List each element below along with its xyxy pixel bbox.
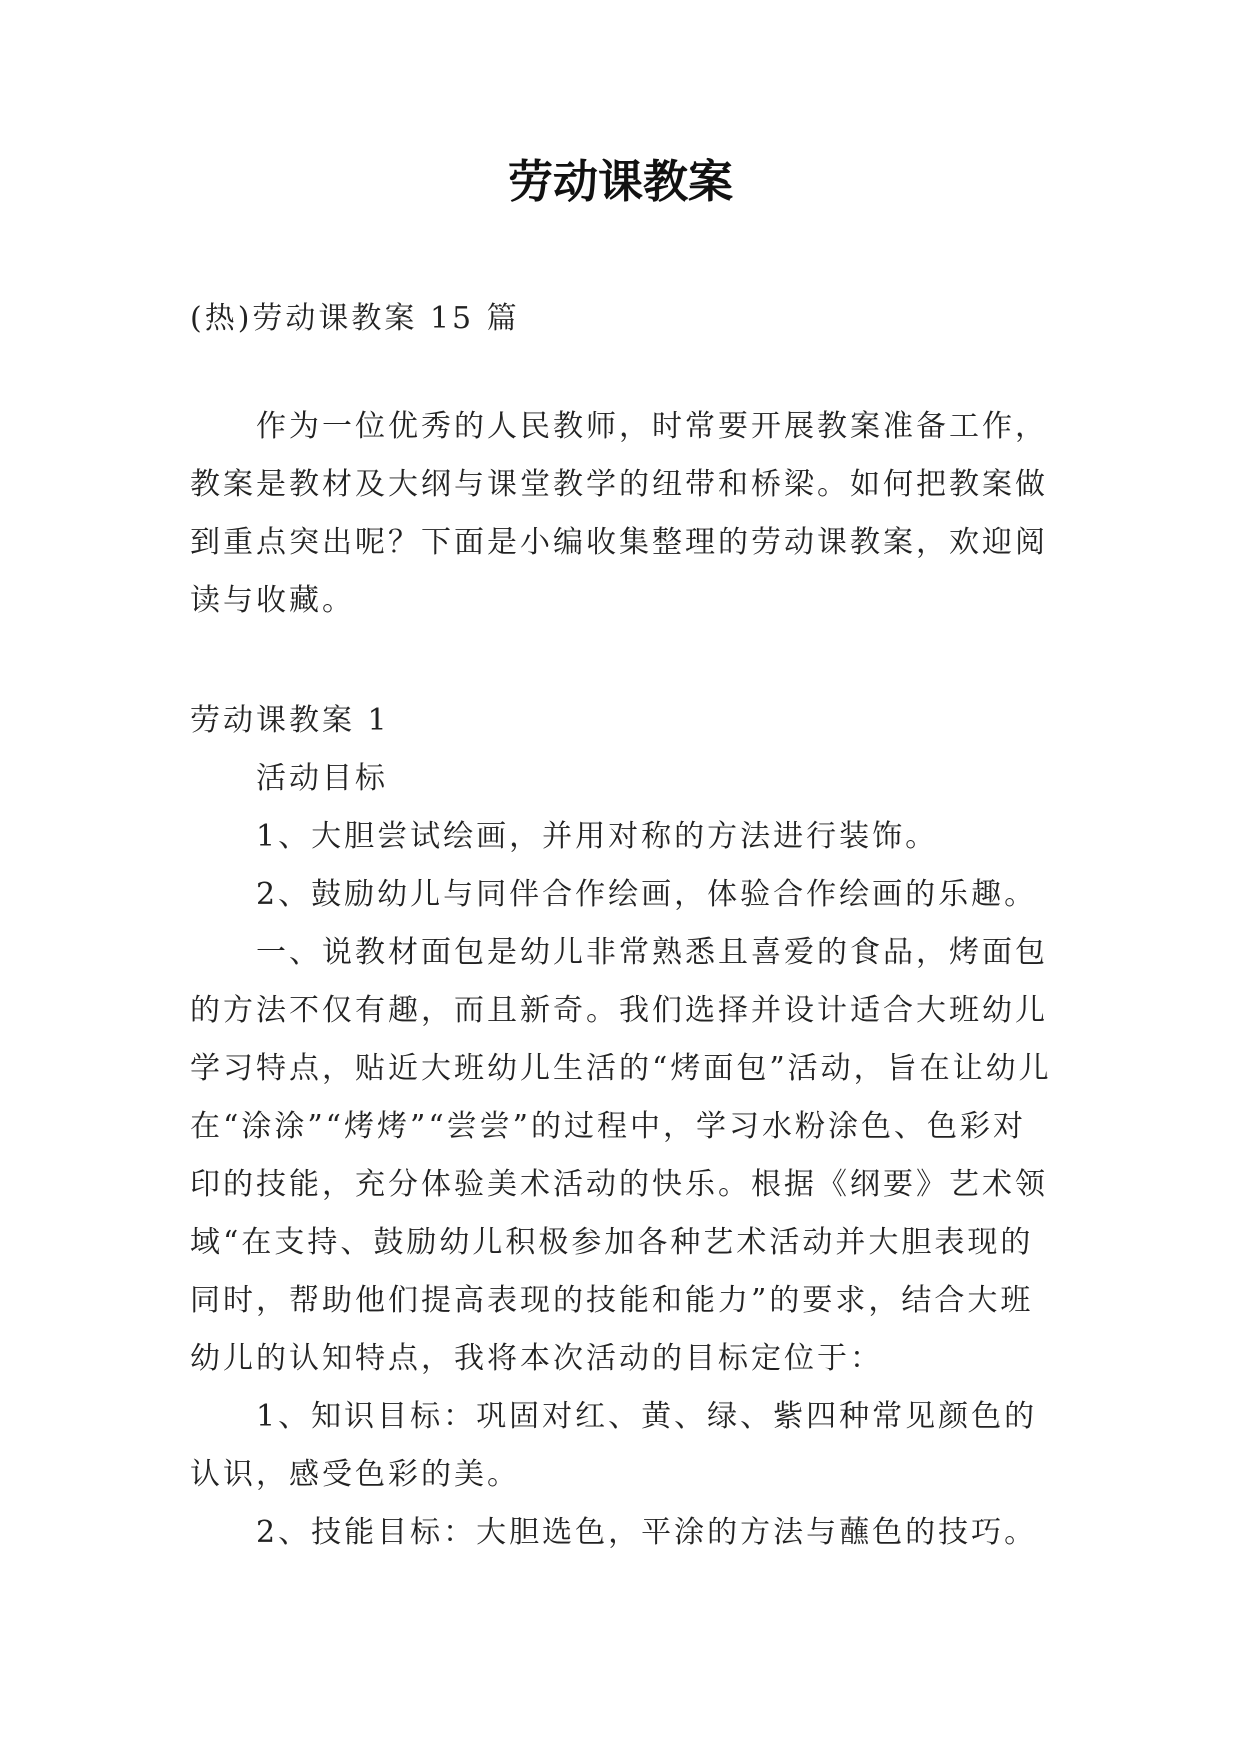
activity-goal-item: 1、大胆尝试绘画，并用对称的方法进行装饰。	[256, 819, 939, 854]
material-analysis-paragraph: 一、说教材面包是幼儿非常熟悉且喜爱的食品，烤面包的方法不仅有趣，而且新奇。我们选择并设计适合大班幼儿学习特点，贴近大班幼儿生活的“烤面包”活动，旨在让幼儿在“涂涂”“烤烤”“尝尝”的过程中，学习水粉涂色、色彩对印的技能，充分体验美术活动的快乐。根据《纲要》艺术领域“在支持、鼓励幼儿积极参加各种艺术活动并大胆表现的同时，帮助他们提高表现的技能和能力”的要求，结合大班幼儿的认知特点，我将本次活动的目标定位于：	[190, 935, 1052, 1376]
skill-goal-paragraph: 2、技能目标：大胆选色，平涂的方法与蘸色的技巧。	[256, 1515, 1038, 1550]
activity-goal-item: 2、鼓励幼儿与同伴合作绘画，体验合作绘画的乐趣。	[256, 877, 1038, 912]
activity-goals-heading: 活动目标	[256, 761, 388, 796]
knowledge-goal-paragraph: 1、知识目标：巩固对红、黄、绿、紫四种常见颜色的认识，感受色彩的美。	[190, 1399, 1038, 1492]
section-heading: 劳动课教案 1	[190, 703, 390, 738]
intro-paragraph: 作为一位优秀的人民教师，时常要开展教案准备工作，教案是教材及大纲与课堂教学的纽带和桥梁。如何把教案做到重点突出呢？下面是小编收集整理的劳动课教案，欢迎阅读与收藏。	[190, 409, 1048, 618]
document-title: 劳动课教案	[507, 155, 733, 208]
document-subtitle: (热)劳动课教案 15 篇	[190, 301, 520, 336]
